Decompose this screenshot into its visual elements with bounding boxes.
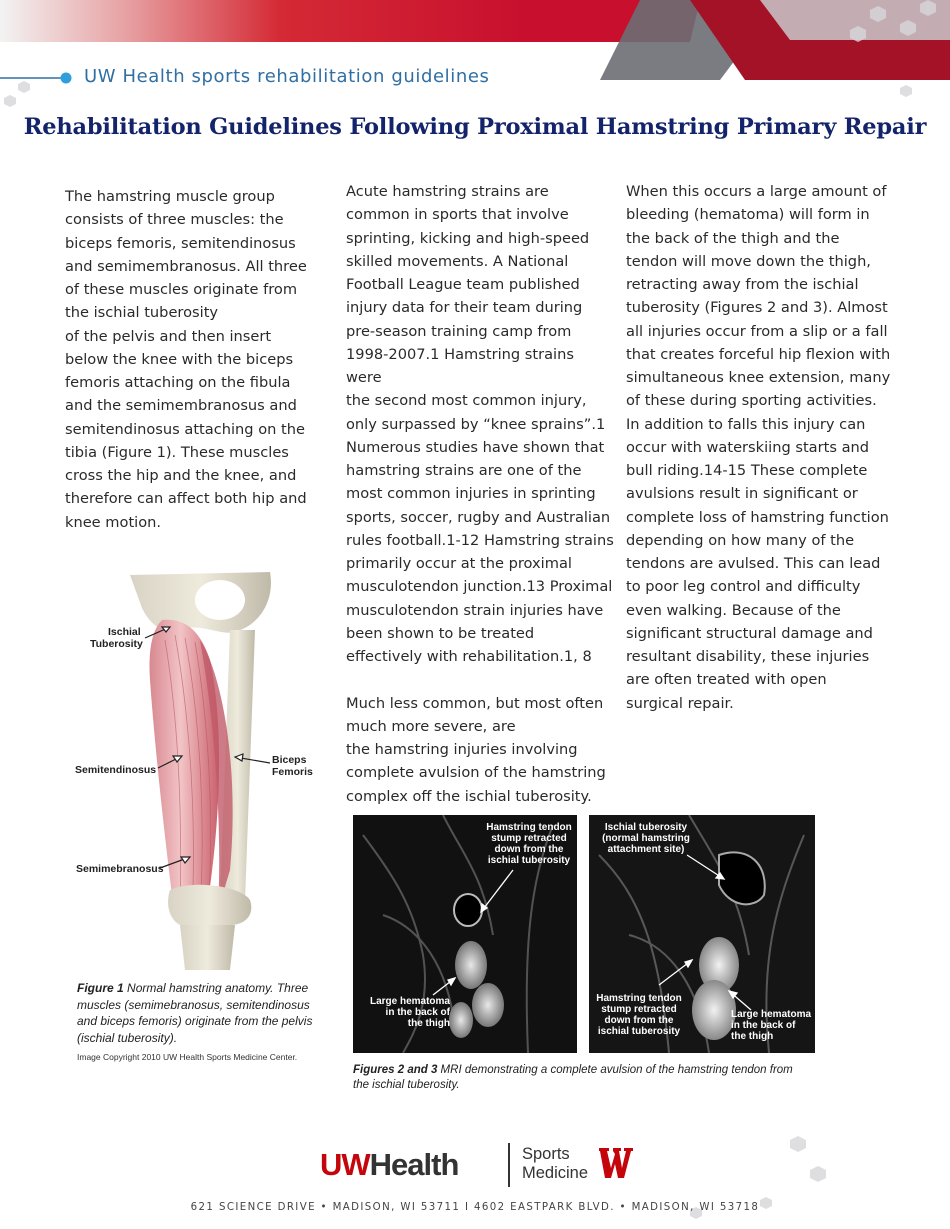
text-line: of these muscles originate from [65,281,298,298]
text-line: effectively with rehabilitation.1, 8 [346,648,592,665]
page-title: Rehabilitation Guidelines Following Proximal Hamstring Primary Repair [23,114,927,140]
text-line: injury data for their team during [346,299,583,317]
mri-label-line: down from the [604,1015,674,1026]
mri-image-figure-3 [589,815,815,1053]
text-line: tibia (Figure 1). These muscles [65,443,289,461]
text-line: tendons are avulsed. This can lead [626,555,881,572]
figures-2-3-caption [353,1063,803,1093]
text-line: that creates forceful hip flexion with [626,345,891,363]
mri-label-line: Hamstring tendon [486,822,572,833]
figures-2-3-caption-title: Figures 2 and 3 [353,1064,438,1076]
mri-2-label-ischial-tuberosity [597,822,695,855]
guidelines-label: UW Health sports rehabilitation guidelines [84,66,490,87]
label-biceps: Biceps [272,754,307,766]
text-line: surgical repair. [626,694,734,712]
mri-label-line: the thigh [407,1018,450,1029]
sports-medicine-label [522,1145,588,1183]
text-line: When this occurs a large amount of [626,183,887,200]
text-line: simultaneous knee extension, many [626,369,891,386]
figure-1-caption-text: Normal hamstring anatomy. Three muscles (semimebranosus, semitendinosus and biceps femoris) originate from the pelvis (ischial tuberosity). [77,981,313,1045]
text-line: pre-season training camp from [346,322,572,340]
text-line: hamstring strains are one of the [346,462,582,479]
label-semimembranosus: Semimebranosus [76,863,164,875]
text-line: Acute hamstring strains are [346,183,549,200]
text-line: Football League team published [346,276,580,293]
text-line: occur with waterskiing starts and [626,438,870,456]
column-2-paragraph-2 [346,692,614,808]
label-ischial: Ischial [108,626,141,638]
text-line: sports, soccer, rugby and Australian [346,508,611,526]
text-line: resultant disability, these injuries [626,648,870,665]
column-1 [65,185,315,534]
text-line: bull riding.14-15 These complete [626,462,868,479]
figure-1-caption [77,980,317,1046]
text-line: complex off the ischial tuberosity. [346,787,592,805]
figure-1-copyright: Image Copyright 2010 UW Health Sports Medicine Center. [77,1052,298,1062]
text-line: complete loss of hamstring function [626,508,889,526]
text-line: of the pelvis and then insert [65,327,272,345]
text-line: avulsions result in significant or [626,485,858,503]
text-line: even walking. Because of the [626,601,841,619]
mri-label-line: in the back of [385,1007,450,1018]
logo-divider [508,1143,510,1187]
mri-label-line: (normal hamstring [602,833,690,844]
text-line: Much less common, but most often [346,694,604,712]
mri-1-label-tendon-stump [479,822,577,866]
text-line: femoris attaching on the fibula [65,374,291,391]
medicine-text: Medicine [522,1164,589,1182]
text-line: rules football.1-12 Hamstring strains [346,531,614,549]
mri-2-label-tendon-stump [593,993,685,1037]
text-line: In addition to falls this injury can [626,415,866,433]
text-line: all injuries occur from a slip or a fall [626,322,888,340]
text-line: The hamstring muscle group [65,188,275,205]
text-line: and semimembranosus. All three [65,257,307,275]
text-line: musculotendon strain injuries have [346,601,604,619]
text-line: most common injuries in sprinting [346,485,596,503]
text-line: biceps femoris, semitendinosus [65,234,296,252]
text-line: much more severe, are [346,717,516,735]
text-line: tendon will move down the thigh, [626,252,871,270]
text-line: therefore can affect both hip and [65,490,307,508]
text-line: common in sports that involve [346,206,569,224]
text-line: been shown to be treated [346,624,535,642]
text-line: cross the hip and the knee, and [65,467,297,484]
mri-label-line: stump retracted [601,1004,677,1015]
column-2 [346,180,614,808]
header-graphic [0,0,950,110]
column-2-paragraph-1 [346,180,614,668]
text-line: musculotendon junction.13 Proximal [346,578,613,596]
column-3 [626,180,894,715]
mri-label-line: attachment site) [607,844,685,855]
text-line: the hamstring injuries involving [346,741,578,758]
text-line: knee motion. [65,513,162,531]
mri-label-line: ischial tuberosity [597,1026,681,1037]
text-line: below the knee with the biceps [65,350,294,368]
figures-2-3-caption-text: MRI demonstrating a complete avulsion of the hamstring tendon from the ischial tuberosity. [353,1064,793,1091]
label-femoris: Femoris [272,766,313,778]
label-tuberosity: Tuberosity [90,638,143,650]
mri-image-figure-2 [353,815,577,1053]
text-line: semitendinosus attaching on the [65,420,305,438]
text-line: depending on how many of the [626,531,855,549]
mri-label-line: the thigh [731,1031,774,1042]
text-line: consists of three muscles: the [65,211,284,229]
mri-label-line: Large hematoma [369,996,450,1007]
text-line: the second most common injury, [346,392,587,410]
text-line: tuberosity (Figures 2 and 3). Almost [626,299,888,317]
text-line: primarily occur at the proximal [346,555,572,572]
text-line: retracting away from the ischial [626,276,859,293]
text-line: bleeding (hematoma) will form in [626,206,870,224]
mri-label-line: in the back of [731,1020,796,1031]
text-line: the ischial tuberosity [65,304,219,322]
text-line: complete avulsion of the hamstring [346,764,606,782]
sports-text: Sports [522,1145,570,1163]
text-line: sprinting, kicking and high-speed [346,229,590,247]
text-line: skilled movements. A National [346,252,569,270]
mri-label-line: Large hematoma [731,1009,812,1020]
text-line: are often treated with open [626,671,827,689]
text-line: Numerous studies have shown that [346,438,605,456]
mri-label-line: ischial tuberosity [487,855,571,866]
mri-label-line: down from the [494,844,564,855]
label-semitendinosus: Semitendinosus [75,764,157,776]
uw-logo-text: UW [320,1147,370,1182]
health-logo-text: Health [369,1147,459,1182]
figure-1-caption-title: Figure 1 [77,981,124,995]
wisconsin-w-icon [597,1146,635,1180]
text-line: of these during sporting activities. [626,392,877,410]
mri-label-line: stump retracted [491,833,567,844]
text-line: the back of the thigh and the [626,229,840,247]
text-line: 1998-2007.1 Hamstring strains were [346,345,574,386]
mri-label-line: Ischial tuberosity [604,822,688,833]
mri-2-label-hematoma [731,1009,815,1042]
text-line: and the semimembranosus and [65,397,297,415]
footer-address: 621 SCIENCE DRIVE • MADISON, WI 53711 I 4602 EASTPARK BLVD. • MADISON, WI 53718 [190,1202,760,1213]
figure-1-hamstring-anatomy [70,570,320,970]
text-line: to poor leg control and difficulty [626,578,861,596]
header-banner [0,0,950,110]
mri-label-line: Hamstring tendon [596,993,682,1004]
uw-health-logo [320,1147,458,1183]
text-line: only surpassed by “knee sprains”.1 [346,415,606,433]
text-line: significant structural damage and [626,624,873,642]
mri-1-label-hematoma [355,996,450,1029]
